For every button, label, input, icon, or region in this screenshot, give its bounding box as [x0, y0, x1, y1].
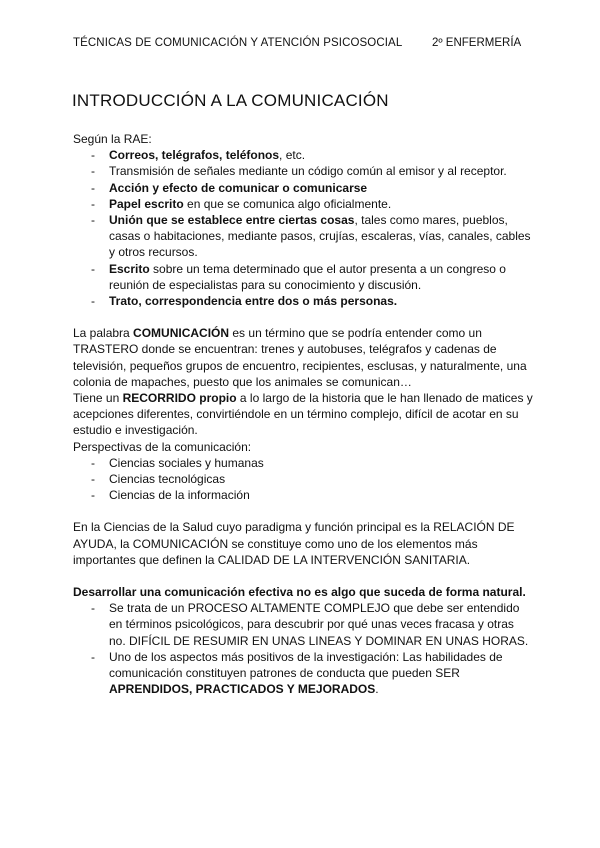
salud-paragraph: En la Ciencias de la Salud cuyo paradigma y función principal es la RELACIÓN DE AYUDA, la COMUNICACIÓN se constituye como uno de los elementos más importantes que definen la CALIDAD DE LA INTERVENCIÓN SANITARIA.: [73, 520, 515, 567]
rae-item: - Escrito sobre un tema determinado que el autor presenta a un congreso o reunión de especialistas para su conocimiento y discusión.: [109, 261, 533, 293]
desarrollar-list: [73, 600, 533, 697]
desarrollar-item: - Uno de los aspectos más positivos de la investigación: Las habilidades de comunicación constituyen patrones de conducta que pueden SER APRENDIDOS, PRACTICADOS Y MEJORADOS.: [109, 649, 533, 698]
rae-item: - Unión que se establece entre ciertas cosas, tales como mares, pueblos, casas o habitaciones, mediante pasos, crujías, escaleras, vías, canales, cables y otros recursos.: [109, 212, 533, 261]
rae-item: - Papel escrito en que se comunica algo oficialmente.: [109, 196, 533, 212]
document-body: [73, 131, 533, 698]
rae-item: - Acción y efecto de comunicar o comunicarse: [109, 180, 533, 196]
perspectiva-item: - Ciencias sociales y humanas: [109, 455, 533, 471]
perspectiva-item: - Ciencias de la información: [109, 487, 533, 503]
perspectivas-intro: Perspectivas de la comunicación:: [73, 439, 252, 454]
desarrollar-heading: Desarrollar una comunicación efectiva no es algo que suceda de forma natural.: [73, 585, 526, 600]
rae-intro: Según la RAE:: [73, 132, 152, 146]
rae-list: [73, 147, 533, 309]
perspectiva-item: - Ciencias tecnológicas: [109, 471, 533, 487]
header-grade: 2º ENFERMERÍA: [432, 37, 522, 49]
rae-item: - Transmisión de señales mediante un código común al emisor y al receptor.: [109, 163, 533, 179]
rae-item: - Trato, correspondencia entre dos o más personas.: [109, 293, 533, 309]
header-course: TÉCNICAS DE COMUNICACIÓN Y ATENCIÓN PSICOSOCIAL: [73, 37, 403, 49]
page-title: INTRODUCCIÓN A LA COMUNICACIÓN: [72, 91, 389, 110]
palabra-paragraph: La palabra COMUNICACIÓN es un término que se podría entender como un TRASTERO donde se encuentran: trenes y autobuses, telégrafos y cadenas de televisión, pequeños grupos de encuentro, recipientes, esclusas, y naturalmente, una colonia de mapaches, puesto que los animales se comunican…: [73, 326, 527, 389]
rae-item: - Correos, telégrafos, teléfonos, etc.: [109, 147, 533, 163]
perspectivas-list: [73, 455, 533, 504]
recorrido-paragraph: Tiene un RECORRIDO propio a lo largo de la historia que le han llenado de matices y acepciones diferentes, convirtiéndole en un término complejo, difícil de acotar en su estudio e investigación.: [73, 391, 533, 438]
desarrollar-item: - Se trata de un PROCESO ALTAMENTE COMPLEJO que debe ser entendido en términos psicológicos, para descubrir por qué unas veces fracasa y otras no. DIFÍCIL DE RESUMIR EN UNAS LINEAS Y DOMINAR EN UNAS HORAS.: [109, 600, 533, 649]
